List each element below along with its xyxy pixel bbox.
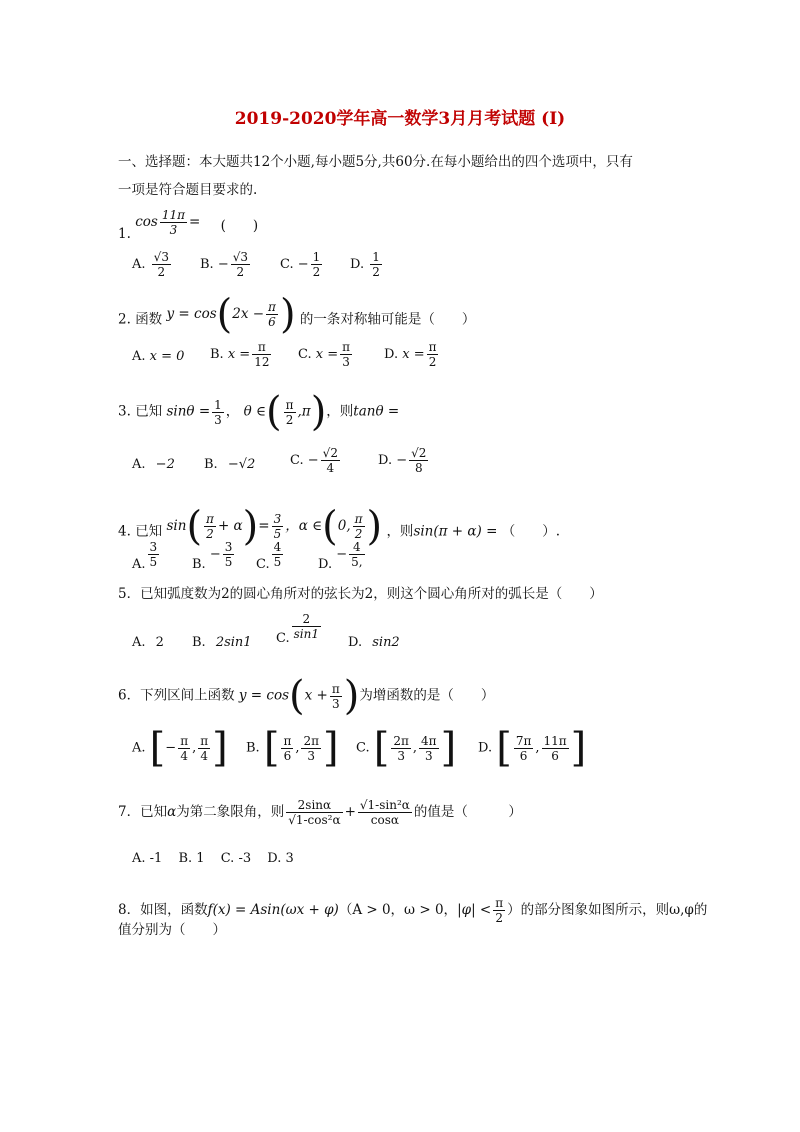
option-fraction bbox=[427, 340, 439, 369]
option-label: C. bbox=[298, 347, 312, 362]
q7-alpha: α bbox=[167, 804, 177, 820]
q5-option-c bbox=[276, 612, 323, 646]
option-label: A. bbox=[132, 257, 146, 272]
frac-num: 4 bbox=[349, 540, 364, 555]
frac-num: 1 bbox=[214, 397, 222, 412]
option-label: C. bbox=[356, 740, 370, 756]
option-sign: − bbox=[396, 453, 408, 468]
q1-cos: cos bbox=[135, 214, 158, 230]
q4-fraction-3 bbox=[353, 512, 365, 541]
frac-num: 2π bbox=[303, 733, 319, 748]
frac-num: √1-sin²α bbox=[359, 798, 410, 812]
option-fraction bbox=[148, 540, 160, 569]
frac-num: π bbox=[428, 340, 437, 354]
option-fraction bbox=[231, 250, 250, 279]
option-label: B. bbox=[192, 635, 206, 650]
q3-option-d bbox=[378, 446, 430, 475]
q7-lead: 7．已知 bbox=[118, 804, 168, 820]
q4-expression bbox=[166, 503, 386, 549]
q3-fraction-1 bbox=[212, 398, 224, 427]
option-label: D. bbox=[348, 635, 363, 650]
q3-theta-in: θ ∈ bbox=[243, 403, 267, 420]
frac-den: 3 bbox=[331, 696, 340, 711]
frac-den: 4 bbox=[180, 748, 188, 763]
page-title: 2019-2020学年高一数学3月月考试题 (I) bbox=[234, 109, 566, 129]
q7-option-d: D. 3 bbox=[267, 851, 294, 866]
frac-den: cosα bbox=[370, 813, 399, 827]
question-6 bbox=[118, 673, 495, 719]
option-label: B. bbox=[192, 557, 206, 572]
q7-fraction-2 bbox=[358, 798, 412, 827]
option-label: A. bbox=[132, 457, 146, 472]
frac-den: 2 bbox=[285, 412, 294, 427]
q7-mid: 为第二象限角，则 bbox=[176, 804, 285, 820]
frac-num: 1 bbox=[372, 250, 380, 264]
option-label: C. bbox=[276, 631, 290, 646]
q4-eq: = bbox=[258, 517, 270, 534]
frac-num: π bbox=[342, 340, 351, 354]
left-bracket-glyph: [ bbox=[149, 725, 166, 771]
left-bracket-glyph: [ bbox=[496, 725, 512, 771]
q2-tail: 的一条对称轴可能是（ ） bbox=[299, 311, 476, 328]
left-paren-glyph: ( bbox=[289, 673, 305, 719]
q2-lead: 函数 bbox=[135, 311, 163, 328]
option-text: sin2 bbox=[372, 635, 400, 650]
frac-den: 2 bbox=[495, 911, 503, 925]
frac-den: 2 bbox=[428, 355, 437, 369]
option-sign: − bbox=[336, 547, 348, 562]
option-text: x = 0 bbox=[149, 349, 185, 364]
option-fraction bbox=[340, 340, 352, 369]
frac-den: 2 bbox=[312, 265, 321, 279]
frac-num: 2 bbox=[292, 612, 321, 627]
q3-interval-end: ,π bbox=[297, 403, 311, 420]
q6-option-a: A. [− $\frac{\pi}{4}$ , $\frac{\pi}{4}$ ] bbox=[132, 725, 228, 771]
q3-sin-expr: sinθ = bbox=[166, 403, 211, 420]
option-label: B. bbox=[200, 257, 214, 272]
q3-fraction-2 bbox=[284, 398, 296, 427]
q2-option-b bbox=[210, 340, 273, 369]
option-fraction bbox=[409, 446, 428, 475]
interval-end bbox=[419, 734, 439, 763]
frac-den: 6 bbox=[283, 748, 292, 763]
q1-eq: = bbox=[188, 214, 201, 230]
frac-num: π bbox=[285, 397, 294, 412]
option-text: 2sin1 bbox=[215, 635, 252, 650]
frac-den: 5 bbox=[224, 555, 233, 569]
interval-end bbox=[198, 734, 210, 763]
q1-expression bbox=[135, 208, 204, 237]
option-sign: − bbox=[307, 453, 319, 468]
q4-option-a bbox=[132, 540, 161, 572]
frac-num: √2 bbox=[322, 446, 338, 460]
option-fraction bbox=[349, 540, 364, 569]
q7-option-b: B. 1 bbox=[178, 851, 205, 866]
frac-num: π bbox=[283, 733, 292, 748]
left-paren-glyph: ( bbox=[186, 503, 203, 549]
frac-num: √3 bbox=[232, 250, 249, 264]
frac-den: 5 bbox=[273, 555, 282, 569]
frac-den: 2 bbox=[206, 526, 214, 541]
q8-abs: |φ| < bbox=[457, 902, 492, 918]
frac-den: 4 bbox=[200, 748, 208, 763]
q7-plus: + bbox=[344, 804, 356, 820]
interval-end bbox=[542, 734, 569, 763]
left-paren-glyph: ( bbox=[322, 503, 338, 549]
q4-cond-head: 0, bbox=[337, 517, 351, 534]
q3-option-c bbox=[290, 446, 342, 475]
frac-den: 3 bbox=[397, 748, 405, 763]
option-lhs: x = bbox=[315, 347, 339, 362]
left-paren-glyph: ( bbox=[266, 389, 282, 435]
option-sign: − bbox=[217, 257, 229, 272]
option-label: D. bbox=[384, 347, 399, 362]
q5-option-a bbox=[132, 636, 164, 649]
frac-den: sin1 bbox=[293, 627, 319, 641]
question-number: 3. bbox=[118, 403, 131, 420]
q7-tail: 的值是（ ） bbox=[413, 804, 522, 820]
option-lhs: x = bbox=[227, 347, 251, 362]
q3-tan-expr: tanθ = bbox=[353, 403, 400, 420]
interval-start bbox=[514, 734, 534, 763]
frac-den: 4 bbox=[326, 461, 335, 475]
q1-option-b bbox=[200, 250, 252, 279]
option-label: C. bbox=[290, 453, 304, 468]
frac-num: 11π bbox=[543, 733, 567, 748]
option-sign: − bbox=[165, 740, 177, 756]
right-paren-glyph: ) bbox=[343, 673, 360, 719]
q3-comma: ， bbox=[225, 403, 240, 420]
option-fraction bbox=[223, 540, 235, 569]
option-fraction bbox=[370, 250, 382, 279]
q4-option-b bbox=[192, 540, 236, 572]
frac-den: 8 bbox=[414, 461, 423, 475]
q4-lead: 已知 bbox=[135, 523, 163, 540]
frac-num: 2sinα bbox=[286, 798, 342, 813]
right-bracket-glyph: ] bbox=[323, 725, 339, 771]
intro-line-1: 一、选择题：本大题共12个小题,每小题5分,共60分.在每小题给出的四个选项中，只有 bbox=[118, 154, 633, 170]
frac-num: π bbox=[252, 340, 271, 355]
interval-start bbox=[178, 734, 190, 763]
q8-tail: ）的部分图象如图所示，则ω,φ的 bbox=[507, 902, 708, 918]
answer-paren: （ ）. bbox=[501, 523, 560, 540]
option-sign: − bbox=[209, 547, 221, 562]
q5-option-d bbox=[348, 636, 400, 649]
frac-den: 3 bbox=[307, 748, 316, 763]
right-paren-glyph: ) bbox=[366, 503, 383, 549]
interval-end bbox=[301, 734, 321, 763]
frac-den: 5 bbox=[149, 555, 158, 569]
question-3 bbox=[118, 389, 400, 435]
frac-den: 2 bbox=[157, 265, 166, 279]
option-label: D. bbox=[478, 740, 493, 756]
frac-den: 5 bbox=[273, 526, 282, 541]
frac-den: 6 bbox=[268, 314, 276, 329]
question-number: 2. bbox=[118, 311, 131, 328]
right-bracket-glyph: ] bbox=[440, 725, 457, 771]
question-8 bbox=[118, 896, 707, 925]
option-label: A. bbox=[132, 635, 146, 650]
right-paren-glyph: ) bbox=[242, 503, 259, 549]
q1-option-d bbox=[350, 250, 384, 279]
question-number: 1. bbox=[118, 226, 131, 242]
q3-lead: 已知 bbox=[135, 403, 163, 420]
q4-cond: ，α ∈ bbox=[285, 517, 323, 534]
answer-paren: ( ) bbox=[220, 218, 259, 234]
option-label: B. bbox=[210, 347, 224, 362]
q1-frac-num: 11π bbox=[161, 208, 185, 222]
frac-num: 4 bbox=[273, 540, 282, 554]
q4-expr2: sin(π + α) = bbox=[413, 523, 498, 540]
option-label: A. bbox=[132, 740, 146, 756]
right-bracket-glyph: ] bbox=[212, 725, 228, 771]
q4-tail: ，则 bbox=[386, 523, 414, 540]
q2-func: y = cos bbox=[166, 305, 217, 322]
section-intro bbox=[118, 148, 678, 204]
intro-line-2: 一项是符合题目要求的. bbox=[118, 182, 258, 198]
right-bracket-glyph: ] bbox=[570, 725, 587, 771]
q6-fraction bbox=[330, 682, 342, 711]
q6-func: y = cos bbox=[238, 687, 290, 704]
left-paren-glyph: ( bbox=[216, 291, 233, 337]
frac-num: 3 bbox=[273, 511, 282, 526]
frac-num: √2 bbox=[411, 446, 427, 460]
option-label: A. bbox=[132, 349, 146, 364]
question-number: 4. bbox=[118, 523, 131, 540]
option-label: C. bbox=[256, 557, 270, 572]
right-paren-glyph: ) bbox=[310, 389, 327, 435]
interval-start bbox=[281, 734, 293, 763]
q6-inner: x + bbox=[304, 687, 328, 704]
frac-den: 6 bbox=[551, 748, 559, 763]
option-label: D. bbox=[350, 257, 365, 272]
left-bracket-glyph: [ bbox=[373, 725, 390, 771]
q5-option-b bbox=[192, 636, 252, 649]
option-fraction bbox=[321, 446, 340, 475]
frac-den: 5, bbox=[351, 555, 363, 569]
frac-num: π bbox=[354, 511, 363, 526]
right-paren-glyph: ) bbox=[279, 291, 296, 337]
frac-den: 2 bbox=[372, 265, 380, 279]
option-text: −2 bbox=[155, 457, 175, 472]
option-label: D. bbox=[378, 453, 393, 468]
question-2 bbox=[118, 291, 476, 340]
q2-option-c bbox=[298, 340, 354, 369]
frac-num: √3 bbox=[153, 250, 169, 264]
q8-lead: 8．如图，函数 bbox=[118, 902, 208, 918]
option-fraction bbox=[252, 340, 271, 369]
frac-num: 1 bbox=[312, 250, 321, 264]
frac-num: π bbox=[268, 299, 276, 314]
option-fraction bbox=[152, 250, 171, 279]
option-text: 2 bbox=[155, 635, 164, 650]
question-7 bbox=[118, 798, 522, 827]
q7-fraction-1 bbox=[286, 798, 342, 827]
question-5: 5．已知弧度数为2的圆心角所对的弦长为2，则这个圆心角所对的弧长是（ ） bbox=[118, 586, 603, 602]
frac-den: 3 bbox=[424, 748, 433, 763]
frac-num: π bbox=[331, 681, 340, 696]
frac-den: √1-cos²α bbox=[288, 813, 341, 827]
q8-cond: （A > 0，ω > 0， bbox=[338, 902, 458, 918]
q1-option-a bbox=[132, 250, 173, 279]
option-text: −√2 bbox=[227, 457, 256, 472]
q4-plus-alpha: + α bbox=[217, 517, 243, 534]
frac-num: 4π bbox=[421, 733, 437, 748]
frac-num: π bbox=[200, 733, 209, 748]
q6-lead: 6．下列区间上函数 bbox=[118, 687, 235, 704]
option-fraction bbox=[311, 250, 323, 279]
q1-frac-den: 3 bbox=[169, 223, 178, 237]
option-sign: − bbox=[297, 257, 309, 272]
option-label: C. bbox=[280, 257, 294, 272]
q3-option-b bbox=[204, 458, 255, 471]
q1-option-c bbox=[280, 250, 324, 279]
frac-num: 3 bbox=[149, 540, 158, 554]
frac-num: 2π bbox=[393, 733, 409, 748]
option-fraction bbox=[292, 612, 321, 641]
q2-inner: 2x − bbox=[232, 305, 265, 322]
frac-den: 12 bbox=[254, 355, 270, 369]
q7-options bbox=[132, 852, 294, 865]
q3-tail: ，则 bbox=[326, 403, 354, 420]
left-bracket-glyph: [ bbox=[263, 725, 280, 771]
q1-fraction bbox=[160, 208, 187, 237]
q4-option-d bbox=[318, 540, 367, 572]
frac-num: π bbox=[180, 733, 189, 748]
q3-option-a bbox=[132, 458, 175, 471]
option-fraction bbox=[272, 540, 284, 569]
q8-fraction bbox=[493, 896, 505, 925]
interval-start bbox=[391, 734, 411, 763]
frac-num: π bbox=[495, 896, 504, 910]
option-label: D. bbox=[318, 557, 333, 572]
q4-fraction-2 bbox=[272, 512, 284, 541]
q7-option-c: C. -3 bbox=[220, 851, 252, 866]
q4-option-c bbox=[256, 540, 285, 572]
frac-den: 2 bbox=[354, 526, 363, 541]
q8-func: f(x) = Asin(ωx + φ) bbox=[207, 902, 339, 918]
frac-den: 3 bbox=[214, 412, 222, 427]
q4-sin: sin bbox=[166, 517, 187, 534]
q6-option-d: D. [ $\frac{7\pi}{6}$ , $\frac{11\pi}{6}$ ] bbox=[478, 725, 587, 771]
q6-tail: 为增函数的是（ ） bbox=[359, 687, 495, 704]
q4-fraction-1 bbox=[204, 512, 216, 541]
option-label: B. bbox=[246, 740, 260, 756]
q7-option-a: A. -1 bbox=[132, 851, 163, 866]
q6-option-b: B. [ $\frac{\pi}{6}$ , $\frac{2\pi}{3}$ ] bbox=[246, 725, 339, 771]
question-8-line-2: 值分别为（ ） bbox=[118, 922, 226, 938]
frac-num: 7π bbox=[515, 733, 532, 748]
q6-option-c: C. [ $\frac{2\pi}{3}$ , $\frac{4\pi}{3}$ ] bbox=[356, 725, 457, 771]
q2-fraction bbox=[266, 300, 278, 329]
frac-den: 3 bbox=[342, 355, 350, 369]
q2-expression bbox=[166, 291, 299, 337]
frac-num: 3 bbox=[224, 540, 233, 554]
option-lhs: x = bbox=[402, 347, 425, 362]
frac-den: 6 bbox=[519, 748, 528, 763]
frac-den: 2 bbox=[236, 265, 245, 279]
option-label: B. bbox=[204, 457, 218, 472]
option-label: A. bbox=[132, 557, 146, 572]
q2-option-a bbox=[132, 350, 184, 363]
q2-option-d bbox=[384, 340, 440, 369]
frac-num: π bbox=[206, 511, 214, 526]
